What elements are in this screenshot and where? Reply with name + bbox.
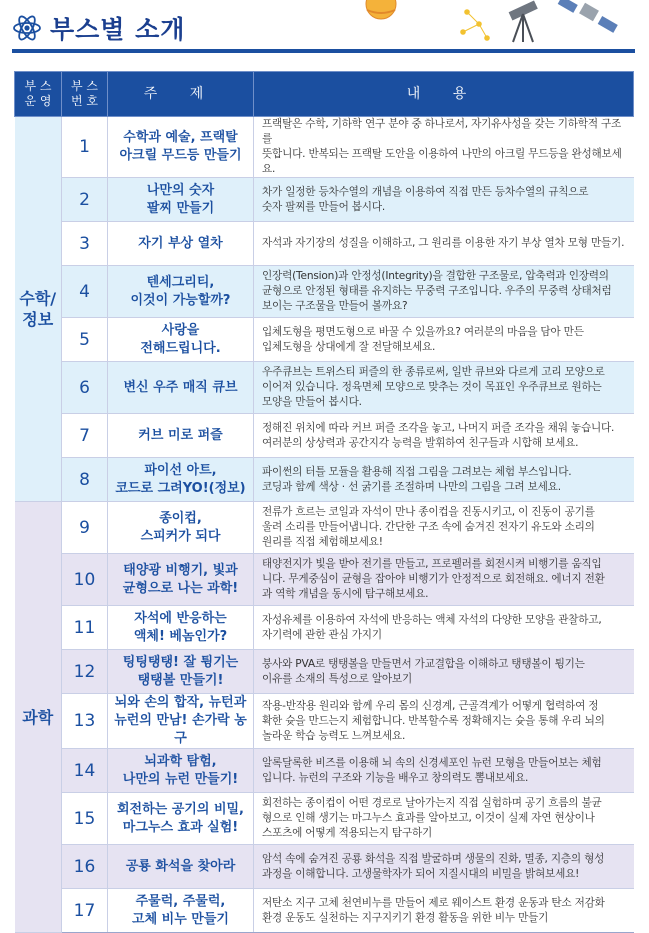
column-header-topic: 주 제: [108, 72, 254, 117]
column-header-content: 내 용: [254, 72, 634, 117]
booth-topic: 커브 미로 퍼즐: [108, 414, 254, 458]
booth-topic: 공룡 화석을 찾아라: [108, 845, 254, 889]
booth-topic: 사랑을 전해드립니다.: [108, 318, 254, 362]
booth-topic: 뇌와 손의 합작, 뉴턴과 뉴런의 만남! 손가락 농구: [108, 694, 254, 749]
category-cell: 수학/ 정보: [15, 117, 62, 502]
table-row: [15, 362, 634, 414]
booth-topic: 나만의 숫자 팔찌 만들기: [108, 178, 254, 222]
booth-description: 전류가 흐르는 코일과 자석이 만나 종이컵을 진동시키고, 이 진동이 공기를 울려 소리를 만들어냅니다. 간단한 구조 속에 숨겨진 전자기 유도와 소리의 원리를 직접 체험해보세요!: [254, 502, 634, 554]
booth-topic: 주물럭, 주물럭, 고체 비누 만들기: [108, 889, 254, 933]
atom-icon: [12, 13, 42, 43]
booth-number: 5: [62, 318, 108, 362]
table-row: [15, 694, 634, 749]
booth-description: 우주큐브는 트위스티 퍼즐의 한 종류로써, 일반 큐브와 다르게 고리 모양으로 이어져 있습니다. 정육면체 모양으로 맞추는 것이 목표인 우주큐브로 원하는 모양을 만들어 봅시다.: [254, 362, 634, 414]
booth-description: 파이썬의 터틀 모듈을 활용해 직접 그림을 그려보는 체험 부스입니다. 코딩과 함께 색상 · 선 굵기를 조절하며 나만의 그림을 그려 보세요.: [254, 458, 634, 502]
constellation-icon: [461, 10, 490, 41]
booth-number: 13: [62, 694, 108, 749]
booth-topic: 뇌과학 탐험, 나만의 뉴런 만들기!: [108, 749, 254, 793]
table-row: [15, 178, 634, 222]
booth-topic: 변신 우주 매직 큐브: [108, 362, 254, 414]
booth-number: 1: [62, 117, 108, 178]
booth-number: 11: [62, 606, 108, 650]
category-cell: 과학: [15, 502, 62, 933]
booth-topic: 태양광 비행기, 빛과 균형으로 나는 과학!: [108, 554, 254, 606]
table-row: [15, 222, 634, 266]
booth-topic: 팅팅탱탱! 잘 튕기는 탱탱볼 만들기!: [108, 650, 254, 694]
booth-description: 입체도형을 평면도형으로 바꿀 수 있을까요? 여러분의 마음을 담아 만든 입체도형을 상대에게 잘 전달해보세요.: [254, 318, 634, 362]
booth-number: 9: [62, 502, 108, 554]
table-row: [15, 502, 634, 554]
table-row: [15, 889, 634, 933]
booth-description: 정해진 위치에 따라 커브 퍼즐 조각을 놓고, 나머지 퍼즐 조각을 채워 놓습니다. 여러분의 상상력과 공간지각 능력을 발휘하여 친구들과 시합해 보세요.: [254, 414, 634, 458]
table-row: [15, 266, 634, 318]
table-row: [15, 458, 634, 502]
header-rule: [12, 49, 635, 53]
column-header-number: 부 스 번 호: [62, 72, 108, 117]
booth-description: 암석 속에 숨겨진 공룡 화석을 직접 발굴하며 생물의 진화, 멸종, 지층의 형성 과정을 이해합니다. 고생물학자가 되어 지질시대의 비밀을 밝혀보세요!: [254, 845, 634, 889]
booth-number: 15: [62, 793, 108, 845]
table-row: [15, 318, 634, 362]
telescope-icon: [509, 0, 538, 42]
booth-description: 차가 일정한 등차수열의 개념을 이용하여 직접 만든 등차수열의 규칙으로 숫자 팔찌를 만들어 봅시다.: [254, 178, 634, 222]
booth-description: 인장력(Tension)과 안정성(Integrity)을 결합한 구조물로, 압축력과 인장력의 균형으로 안정된 형태를 유지하는 무중력 구조입니다. 우주의 무중력 상태처럼 보이는 구조물을 만들어 볼까요?: [254, 266, 634, 318]
column-header-category: 부 스 운 영: [15, 72, 62, 117]
booth-number: 17: [62, 889, 108, 933]
booth-number: 12: [62, 650, 108, 694]
booth-number: 8: [62, 458, 108, 502]
planet-icon: [366, 0, 396, 19]
table-row: [15, 117, 634, 178]
table-row: [15, 650, 634, 694]
title-wrap: [12, 10, 185, 46]
booth-description: 자성유체를 이용하여 자석에 반응하는 액체 자석의 다양한 모양을 관찰하고, 자기력에 관한 관심 가지기: [254, 606, 634, 650]
table-row: [15, 606, 634, 650]
table-row: [15, 554, 634, 606]
table-row: [15, 749, 634, 793]
table-row: [15, 414, 634, 458]
booth-description: 알록달록한 비즈를 이용해 뇌 속의 신경세포인 뉴런 모형을 만들어보는 체험 입니다. 뉴런의 구조와 기능을 배우고 창의력도 뽐내보세요.: [254, 749, 634, 793]
booth-topic: 수학과 예술, 프랙탈 아크릴 무드등 만들기: [108, 117, 254, 178]
booth-number: 6: [62, 362, 108, 414]
booth-number: 7: [62, 414, 108, 458]
booth-number: 16: [62, 845, 108, 889]
booth-topic: 파이선 아트, 코드로 그려YO!(정보): [108, 458, 254, 502]
booth-topic: 자석에 반응하는 액체! 베놈인가?: [108, 606, 254, 650]
space-decoration: [359, 0, 629, 46]
booth-description: 작용-반작용 원리와 함께 우리 몸의 신경계, 근골격계가 어떻게 협력하여 정 확한 슛을 만드는지 체험합니다. 반복할수록 정확해지는 슛을 통해 우리 뇌의 놀라운 학습 능력도 느껴보세요.: [254, 694, 634, 749]
booth-number: 10: [62, 554, 108, 606]
booth-description: 프랙탈은 수학, 기하학 연구 분야 중 하나로서, 자기유사성을 갖는 기하학적 구조를 뜻합니다. 반복되는 프랙탈 도안을 이용하여 나만의 아크릴 무드등을 완성해보세요.: [254, 117, 634, 178]
page-header: [0, 0, 649, 58]
booth-description: 태양전지가 빛을 받아 전기를 만들고, 프로펠러를 회전시켜 비행기를 움직입 니다. 무게중심이 균형을 잡아야 비행기가 안정적으로 회전해요. 에너지 전환 과 역학 개념을 동시에 탐구해보세요.: [254, 554, 634, 606]
booth-topic: 텐세그리티, 이것이 가능할까?: [108, 266, 254, 318]
booth-description: 저탄소 지구 고체 천연비누를 만들어 제로 웨이스트 환경 운동과 탄소 저감화 환경 운동도 실천하는 지구지키기 환경 활동을 위한 비누 만들기: [254, 889, 634, 933]
booth-topic: 자기 부상 열차: [108, 222, 254, 266]
booth-table: [14, 71, 634, 933]
table-row: [15, 845, 634, 889]
booth-number: 4: [62, 266, 108, 318]
satellite-icon: [558, 0, 618, 33]
booth-topic: 종이컵, 스피커가 되다: [108, 502, 254, 554]
booth-number: 14: [62, 749, 108, 793]
booth-topic: 회전하는 공기의 비밀, 마그누스 효과 실험!: [108, 793, 254, 845]
booth-description: 자석과 자기장의 성질을 이해하고, 그 원리를 이용한 자기 부상 열차 모형 만들기.: [254, 222, 634, 266]
page-title: 부스별 소개: [50, 15, 186, 44]
booth-description: 회전하는 종이컵이 어떤 경로로 날아가는지 직접 실험하며 공기 흐름의 불균 형으로 인해 생기는 마그누스 효과를 알아보고, 이것이 실제 자연 현상이나 스포츠에 어떻게 적용되는지 탐구하기: [254, 793, 634, 845]
booth-number: 2: [62, 178, 108, 222]
table-row: [15, 793, 634, 845]
booth-description: 붕사와 PVA로 탱탱볼을 만들면서 가교결합을 이해하고 탱탱볼이 튕기는 이유를 소재의 특성으로 알아보기: [254, 650, 634, 694]
booth-number: 3: [62, 222, 108, 266]
table-header-row: [15, 72, 634, 117]
